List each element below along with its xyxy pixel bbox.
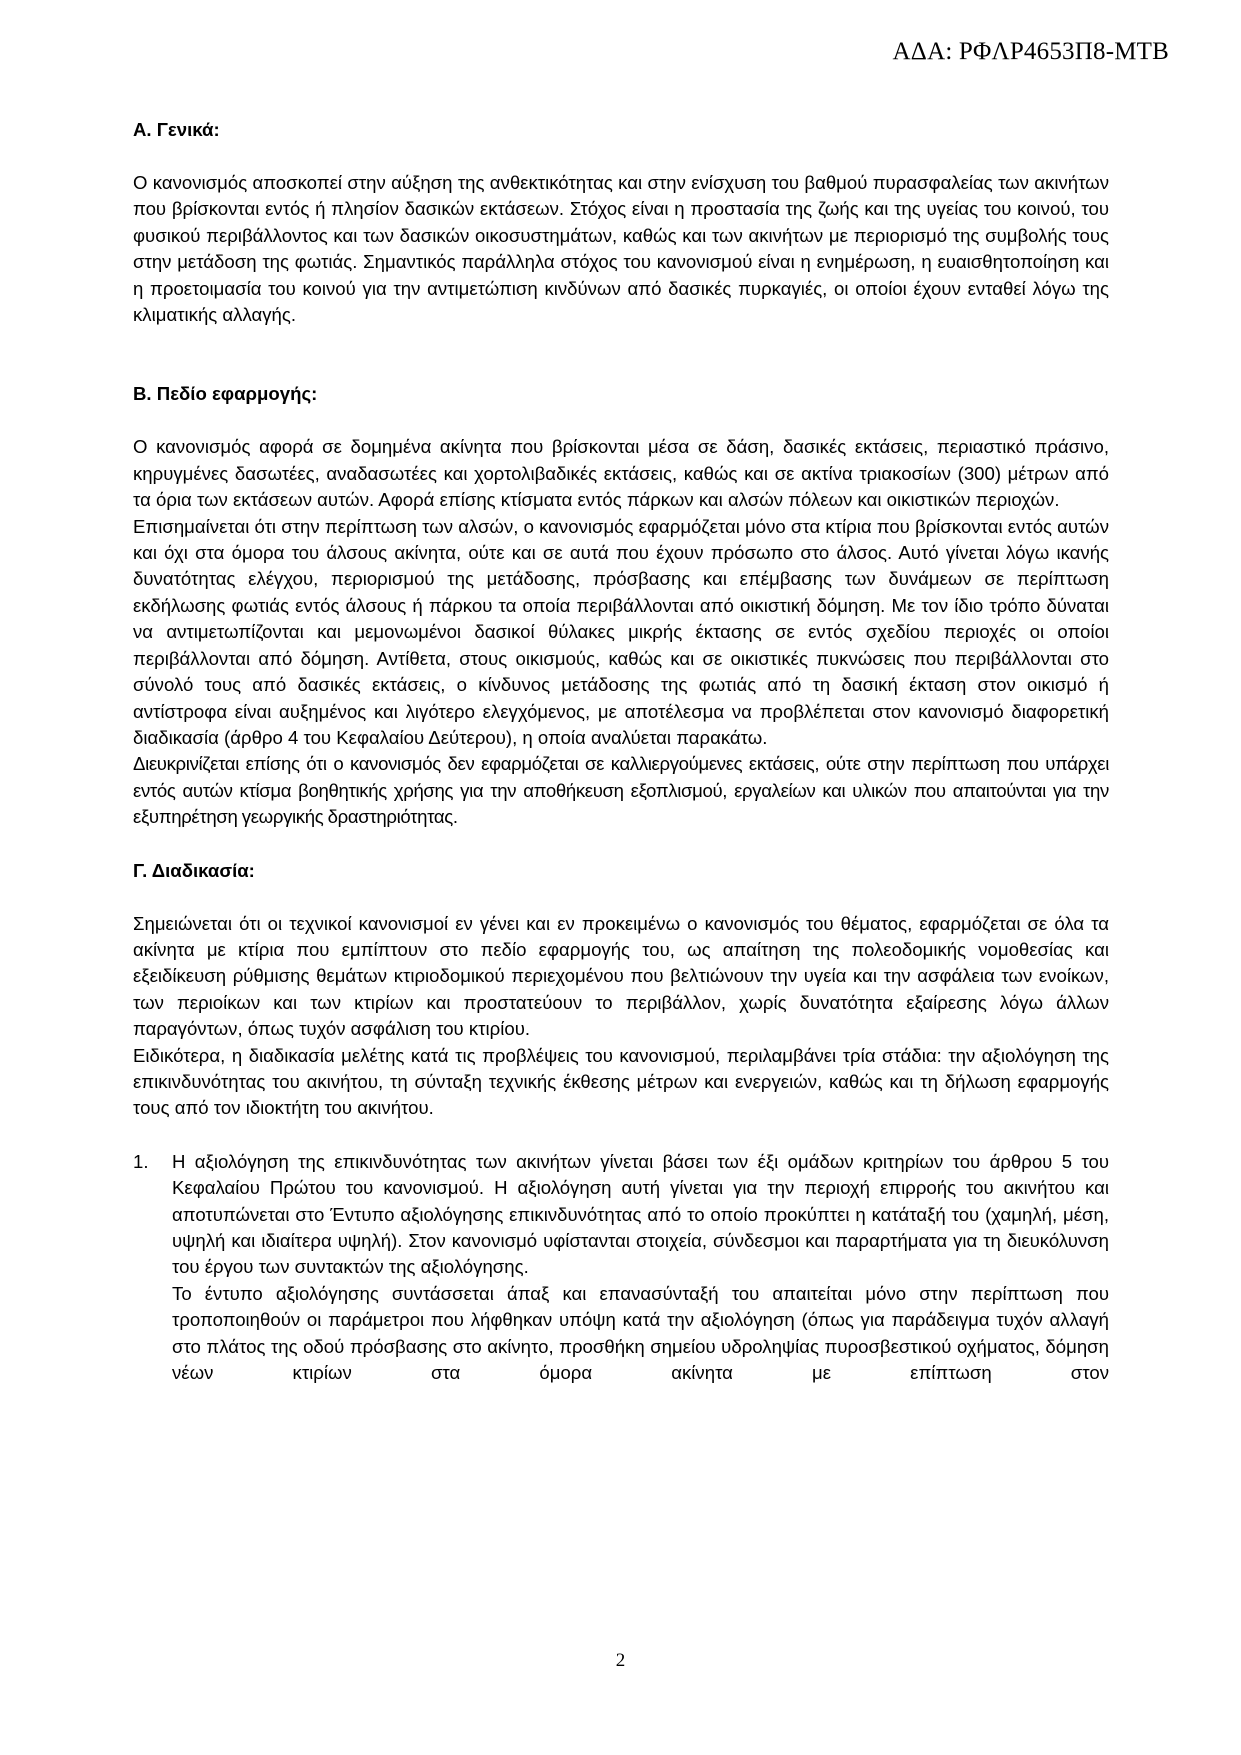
list-item <box>133 1149 1109 1387</box>
section-heading: Α. Γενικά: <box>133 119 220 140</box>
section-procedure <box>133 858 1109 1387</box>
paragraph: Σημειώνεται ότι οι τεχνικοί κανονισμοί εν γένει και εν προκειμένω ο κανονισμός του θέματος, εφαρμόζεται σε όλα τα ακίνητα με κτίρια που εμπίπτουν στο πεδίο εφαρμογής του, ως απαίτηση της πολεοδομικής νομοθεσίας και εξειδίκευση ρύθμισης θεμάτων κτιριοδομικού περιεχομένου που βελτιώνουν την υγεία και την ασφάλεια των ενοίκων, των περιοίκων και των κτιρίων και προστατεύουν το περιβάλλον, χωρίς δυνατότητα εξαίρεσης λόγω άλλων παραγόντων, όπως τυχόν ασφάλιση του κτιρίου. <box>133 912 1109 1040</box>
paragraph: Επισημαίνεται ότι στην περίπτωση των αλσών, ο κανονισμός εφαρμόζεται μόνο στα κτίρια που βρίσκονται εντός αυτών και όχι στα όμορα του άλσους ακίνητα, ούτε και σε αυτά που έχουν πρόσωπο στο άλσος. Αυτό γίνεται λόγω ικανής δυνατότητας ελέγχου, περιορισμού της μετάδοσης, πρόσβασης και επέμβασης των δυνάμεων σε περίπτωση εκδήλωσης φωτιάς εντός άλσους ή πάρκου τα οποία περιβάλλονται από οικιστική δόμηση. Με τον ίδιο τρόπο δύναται να αντιμετωπίζονται και μεμονωμένοι δασικοί θύλακες μικρής έκτασης σε εντός σχεδίου περιοχές οι οποίοι περιβάλλονται από δόμηση. Αντίθετα, στους οικισμούς, καθώς και σε οικιστικές πυκνώσεις που περιβάλλονται στο σύνολό τους από δασικές εκτάσεις, ο κίνδυνος μετάδοσης της φωτιάς από τη δασική έκταση στον οικισμό ή αντίστροφα είναι αυξημένος και λιγότερο ελεγχόμενος, με αποτέλεσμα να προβλέπεται στον κανονισμό διαφορετική διαδικασία (άρθρο 4 του Κεφαλαίου Δεύτερου), η οποία αναλύεται παρακάτω. <box>133 515 1109 748</box>
page-number: 2 <box>615 1650 626 1671</box>
section-heading: Γ. Διαδικασία: <box>133 859 255 881</box>
document-body <box>133 117 1109 1386</box>
paragraph: Η αξιολόγηση της επικινδυνότητας των ακινήτων γίνεται βάσει των έξι ομάδων κριτηρίων του άρθρου 5 του Κεφαλαίου Πρώτου του κανονισμού. Η αξιολόγηση αυτή γίνεται για την περιοχή επιρροής του ακινήτου και αποτυπώνεται στο Έντυπο αξιολόγησης επικινδυνότητας από το οποίο προκύπτει η κατάταξή του (χαμηλή, μέση, υψηλή και ιδιαίτερα υψηλή). Στον κανονισμό υφίστανται στοιχεία, σύνδεσμοι και παραρτήματα για τη διευκόλυνση του έργου των συντακτών της αξιολόγησης. <box>172 1150 1109 1278</box>
paragraph: Διευκρινίζεται επίσης ότι ο κανονισμός δεν εφαρμόζεται σε καλλιεργούμενες εκτάσεις, ούτε στην περίπτωση που υπάρχει εντός αυτών κτίσμα βοηθητικής χρήσης για την αποθήκευση εξοπλισμού, εργαλείων και υλικών που απαιτούνται για την εξυπηρέτηση γεωργικής δραστηριότητας. <box>133 753 1109 828</box>
procedure-list <box>133 1149 1109 1387</box>
paragraph: Ο κανονισμός αφορά σε δομημένα ακίνητα που βρίσκονται μέσα σε δάση, δασικές εκτάσεις, περιαστικό πράσινο, κηρυγμένες δασωτέες, αναδασωτέες και χορτολιβαδικές εκτάσεις, καθώς και σε ακτίνα τριακοσίων (300) μέτρων από τα όρια των εκτάσεων αυτών. Αφορά επίσης κτίσματα εντός πάρκων και αλσών πόλεων και οικιστικών περιοχών. <box>133 436 1109 511</box>
document-code: ΑΔΑ: ΡΦΛΡ4653Π8-ΜΤΒ <box>892 38 1169 65</box>
paragraph: Το έντυπο αξιολόγησης συντάσσεται άπαξ και επανασύνταξή του απαιτείται μόνο στην περίπτωση που τροποποιηθούν οι παράμετροι που λήφθηκαν υπόψη κατά την αξιολόγηση (όπως για παράδειγμα τυχόν αλλαγή στο πλάτος της οδού πρόσβασης στο ακίνητο, προσθήκη σημείου υδροληψίας πυροσβεστικού οχήματος, δόμηση νέων κτιρίων στα όμορα ακίνητα με επίπτωση στον <box>172 1282 1109 1384</box>
section-scope <box>133 381 1109 830</box>
section-heading: Β. Πεδίο εφαρμογής: <box>133 383 318 405</box>
list-number: 1. <box>133 1150 149 1172</box>
section-general <box>133 117 1109 328</box>
paragraph: Ειδικότερα, η διαδικασία μελέτης κατά τις προβλέψεις του κανονισμού, περιλαμβάνει τρία στάδια: την αξιολόγηση της επικινδυνότητας του ακινήτου, τη σύνταξη τεχνικής έκθεσης μέτρων και ενεργειών, καθώς και τη δήλωση εφαρμογής τους από τον ιδιοκτήτη του ακινήτου. <box>133 1044 1109 1119</box>
paragraph: Ο κανονισμός αποσκοπεί στην αύξηση της ανθεκτικότητας και στην ενίσχυση του βαθμού πυρασφαλείας των ακινήτων που βρίσκονται εντός ή πλησίον δασικών εκτάσεων. Στόχος είναι η προστασία της ζωής και της υγείας του κοινού, του φυσικού περιβάλλοντος και των δασικών οικοσυστημάτων, καθώς και των ακινήτων με περιορισμό της συμβολής τους στην μετάδοση της φωτιάς. Σημαντικός παράλληλα στόχος του κανονισμού είναι η ενημέρωση, η ευαισθητοποίηση και η προετοιμασία του κοινού για την αντιμετώπιση κινδύνων από δασικές πυρκαγιές, οι οποίοι έχουν ενταθεί λόγω της κλιματικής αλλαγής. <box>133 172 1109 326</box>
